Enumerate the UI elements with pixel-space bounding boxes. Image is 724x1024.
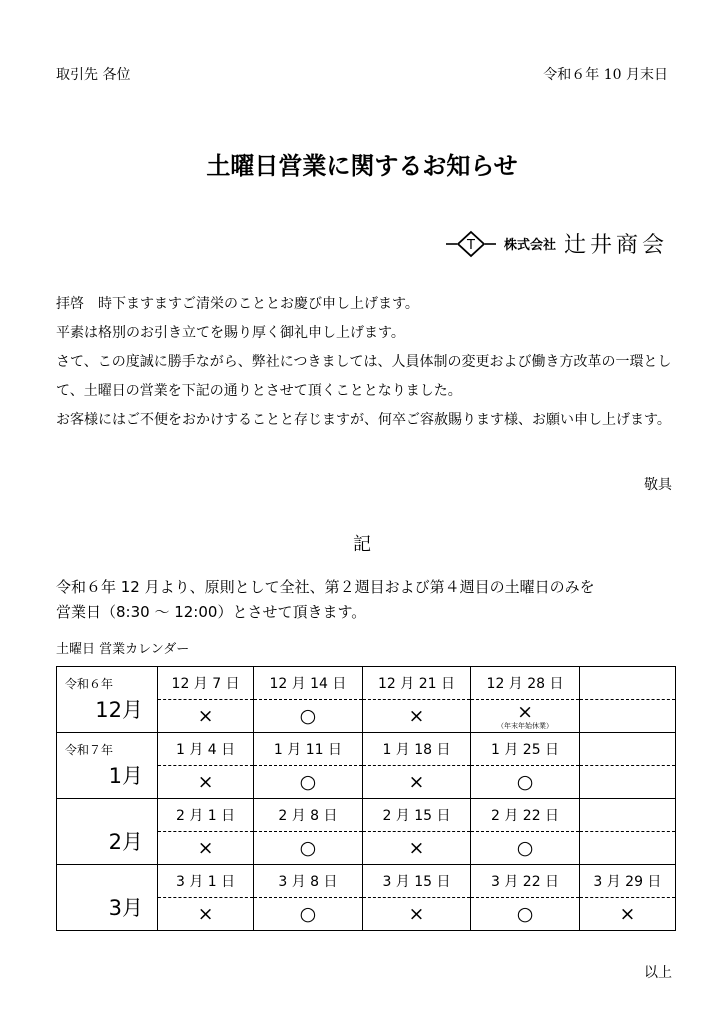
open-status-mark: ○ bbox=[299, 705, 317, 727]
page-title: 土曜日営業に関するお知らせ bbox=[206, 152, 518, 180]
open-status-cell bbox=[471, 766, 580, 799]
era-label: 令和７年 bbox=[65, 743, 114, 757]
open-status-mark: × bbox=[517, 701, 533, 723]
saturday-date bbox=[579, 733, 675, 766]
saturday-date: 3 月 1 日 bbox=[158, 865, 254, 898]
open-status-mark: × bbox=[197, 705, 214, 727]
open-status-cell bbox=[471, 832, 580, 865]
open-status-cell bbox=[254, 898, 363, 931]
open-status-mark: ○ bbox=[516, 771, 534, 793]
saturday-date: 12 月 28 日 bbox=[471, 667, 580, 700]
open-status-cell bbox=[579, 898, 675, 931]
ki-heading: 記 bbox=[353, 534, 371, 555]
month-label: 12月 bbox=[95, 698, 143, 722]
body-paragraph: 拝啓 時下ますますご清栄のこととお慶び申し上げます。 bbox=[56, 296, 419, 312]
saturday-date: 1 月 25 日 bbox=[471, 733, 580, 766]
company-type: 株式会社 bbox=[503, 238, 556, 253]
saturday-date: 2 月 22 日 bbox=[471, 799, 580, 832]
saturday-date: 2 月 8 日 bbox=[254, 799, 363, 832]
saturday-date: 3 月 22 日 bbox=[471, 865, 580, 898]
letter-body bbox=[56, 290, 676, 435]
open-status-mark: ○ bbox=[299, 837, 317, 859]
holiday-note: （年末年始休業） bbox=[497, 722, 554, 730]
saturday-date: 2 月 15 日 bbox=[362, 799, 471, 832]
open-status-mark: × bbox=[408, 705, 425, 727]
open-status-cell bbox=[579, 766, 675, 799]
open-status-mark: × bbox=[619, 903, 636, 925]
notice-line: 営業日（8:30 ～ 12:00）とさせて頂きます。 bbox=[56, 603, 367, 621]
open-status-cell bbox=[254, 832, 363, 865]
open-status-cell bbox=[254, 766, 363, 799]
open-status-cell bbox=[362, 898, 471, 931]
calendar-date-row bbox=[57, 799, 676, 832]
open-status-mark: × bbox=[408, 903, 425, 925]
open-status-mark: ○ bbox=[516, 903, 534, 925]
month-cell bbox=[57, 733, 158, 799]
month-cell bbox=[57, 799, 158, 865]
open-status-cell bbox=[579, 832, 675, 865]
logo-letter: T bbox=[466, 237, 475, 253]
body-paragraph: さて、この度誠に勝手ながら、弊社につきましては、人員体制の変更および働き方改革の一環として、土曜日の営業を下記の通りとさせて頂くこととなりました。 bbox=[56, 354, 672, 399]
notice-line: 令和６年 12 月より、原則として全社、第２週目および第４週目の土曜日のみを bbox=[56, 578, 595, 596]
open-status-cell bbox=[362, 766, 471, 799]
body-paragraph: お客様にはご不便をおかけすることと存じますが、何卒ご容赦賜ります様、お願い申し上げます。 bbox=[56, 412, 671, 428]
month-label: 2月 bbox=[108, 830, 143, 854]
company-name: 辻井商会 bbox=[563, 233, 668, 258]
notice-text bbox=[56, 575, 676, 625]
month-cell bbox=[57, 667, 158, 733]
calendar-date-row bbox=[57, 667, 676, 700]
month-cell bbox=[57, 865, 158, 931]
saturday-date: 1 月 11 日 bbox=[254, 733, 363, 766]
open-status-mark: ○ bbox=[516, 837, 534, 859]
saturday-date bbox=[579, 799, 675, 832]
open-status-mark: × bbox=[197, 837, 214, 859]
saturday-calendar bbox=[56, 666, 676, 931]
open-status-cell bbox=[579, 700, 675, 733]
saturday-date: 12 月 7 日 bbox=[158, 667, 254, 700]
open-status-cell bbox=[362, 700, 471, 733]
open-status-cell bbox=[471, 898, 580, 931]
saturday-date: 3 月 29 日 bbox=[579, 865, 675, 898]
saturday-date: 12 月 21 日 bbox=[362, 667, 471, 700]
open-status-mark: × bbox=[408, 771, 425, 793]
saturday-date: 1 月 18 日 bbox=[362, 733, 471, 766]
open-status-cell bbox=[158, 898, 254, 931]
body-paragraph: 平素は格別のお引き立てを賜り厚く御礼申し上げます。 bbox=[56, 325, 405, 341]
saturday-date: 3 月 8 日 bbox=[254, 865, 363, 898]
saturday-date: 2 月 1 日 bbox=[158, 799, 254, 832]
open-status-cell bbox=[471, 700, 580, 733]
open-status-cell bbox=[158, 766, 254, 799]
saturday-date bbox=[579, 667, 675, 700]
company-logo-icon bbox=[446, 230, 496, 258]
calendar-title: 土曜日 営業カレンダー bbox=[56, 642, 190, 657]
open-status-cell bbox=[362, 832, 471, 865]
saturday-date: 12 月 14 日 bbox=[254, 667, 363, 700]
issue-date: 令和６年 10 月末日 bbox=[543, 67, 668, 83]
end-mark: 以上 bbox=[644, 965, 672, 981]
saturday-date: 1 月 4 日 bbox=[158, 733, 254, 766]
closing-phrase: 敬具 bbox=[644, 477, 672, 493]
month-label: 3月 bbox=[108, 896, 143, 920]
open-status-mark: ○ bbox=[299, 903, 317, 925]
calendar-date-row bbox=[57, 865, 676, 898]
open-status-mark: × bbox=[197, 903, 214, 925]
calendar-date-row bbox=[57, 733, 676, 766]
open-status-mark: ○ bbox=[299, 771, 317, 793]
open-status-cell bbox=[254, 700, 363, 733]
era-label: 令和６年 bbox=[65, 677, 114, 691]
recipient-line: 取引先 各位 bbox=[56, 67, 131, 83]
open-status-cell bbox=[158, 700, 254, 733]
open-status-cell bbox=[158, 832, 254, 865]
open-status-mark: × bbox=[408, 837, 425, 859]
saturday-date: 3 月 15 日 bbox=[362, 865, 471, 898]
company-signature bbox=[446, 228, 668, 259]
month-label: 1月 bbox=[108, 764, 143, 788]
open-status-mark: × bbox=[197, 771, 214, 793]
